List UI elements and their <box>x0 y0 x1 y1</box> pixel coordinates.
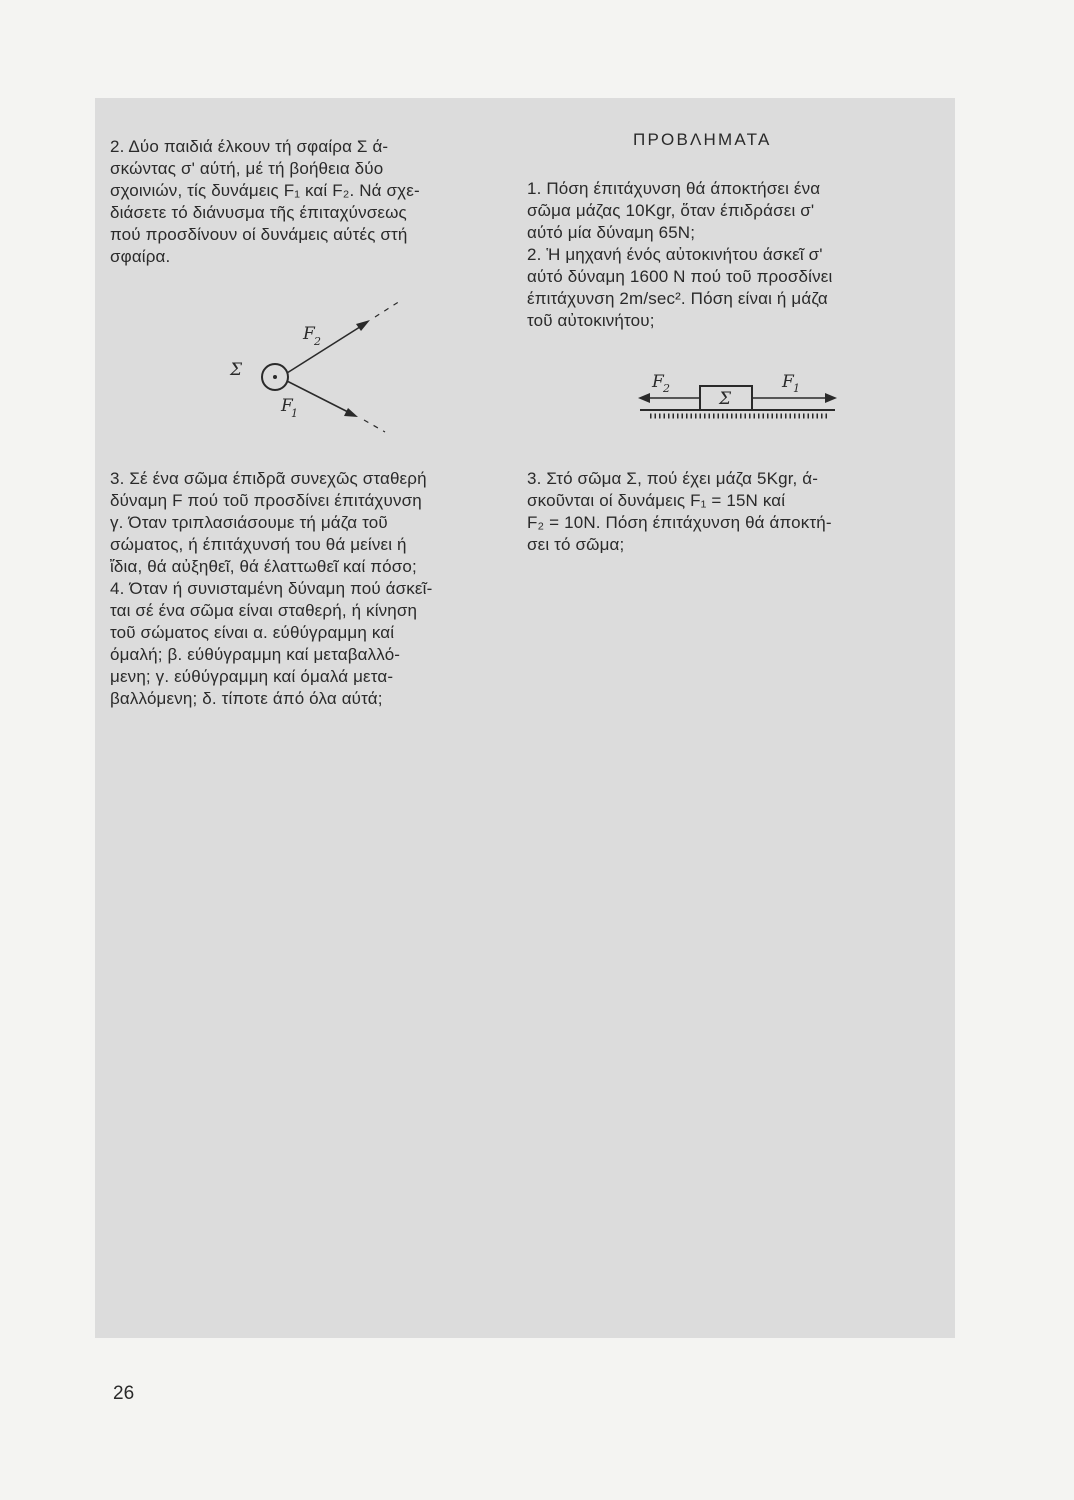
question-3 <box>110 468 496 578</box>
question-3-text: Σέ ένα σῶμα έπιδρᾶ συνεχῶς σταθερή δύναμη F πού τοῦ προσδίνει έπιτάχυνση γ. Όταν τριπλασιάσουμε τή μάζα τοῦ σώματος, ή έπιτάχυνσή του θά μείνει ή ἴδια, θά αὐξηθεῖ, θά έλαττωθεῖ καί πόσο; <box>110 469 427 576</box>
problem-1-text: Πόση έπιτάχυνση θά άποκτήσει ένα σῶμα μάζας 10Kgr, ὅταν έπιδράσει σ' αύτό μία δύναμη 65N; <box>527 179 821 242</box>
block-label: Σ <box>719 389 732 409</box>
figure-block-forces <box>630 365 850 425</box>
question-2 <box>110 136 496 268</box>
force-f1-arrowhead <box>825 393 837 403</box>
force-f1-subscript: 1 <box>793 382 800 395</box>
question-4 <box>110 578 496 710</box>
force-f1-subscript: 1 <box>291 407 298 420</box>
force-f1-label: F <box>782 372 794 392</box>
problem-1-number: 1. <box>527 179 542 198</box>
force-f2-arrowhead <box>356 320 370 331</box>
question-3-number: 3. <box>110 469 125 488</box>
force-f2-vector <box>287 325 363 373</box>
force-f2-label: F <box>652 372 664 392</box>
problem-1 <box>527 178 917 244</box>
question-4-number: 4. <box>110 579 125 598</box>
problem-2-text: Ἡ μηχανή ένός αὐτοκινήτου άσκεῖ σ' αύτό δύναμη 1600 Ν πού τοῦ προσδίνει έπιτάχυνση 2m/sec². Πόση είναι ή μάζα τοῦ αὐτοκινήτου; <box>527 245 833 330</box>
page-number: 26 <box>113 1383 135 1404</box>
problem-2 <box>527 244 917 332</box>
force-f1-extension <box>364 420 385 432</box>
force-f1-label: F <box>281 396 293 416</box>
problem-3-number: 3. <box>527 469 542 488</box>
force-f2-extension <box>375 301 400 317</box>
sphere-center <box>273 375 277 379</box>
force-f2-subscript: 2 <box>314 335 321 348</box>
force-f1-arrowhead <box>344 408 358 417</box>
question-2-text: Δύο παιδιά έλκουν τή σφαίρα Σ ά- σκώντας σ' αύτή, μέ τή βοήθεια δύο σχοινιών, τίς δυνάμεις F₁ καί F₂. Νά σχε- διάσετε τό διάνυσμα τῆς έπιταχύνσεως πού προσδίνουν οί δυνάμεις αύτές στή σφαίρα. <box>110 137 420 266</box>
force-f2-label: F <box>303 324 315 344</box>
problem-2-number: 2. <box>527 245 542 264</box>
problem-3-text: Στό σῶμα Σ, πού έχει μάζα 5Kgr, ά- σκοῦνται οί δυνάμεις F₁ = 15N καί F₂ = 10N. Πόση έπιτάχυνση θά άποκτή- σει τό σῶμα; <box>527 469 832 554</box>
sphere-label: Σ <box>230 360 243 380</box>
force-f2-subscript: 2 <box>663 382 670 395</box>
question-4-text: Όταν ή συνισταμένη δύναμη πού άσκεῖ- ται σέ ένα σῶμα είναι σταθερή, ή κίνηση τοῦ σώματος είναι α. εύθύγραμμη καί όμαλή; β. εύθύγραμμη καί μεταβαλλό- μενη; γ. εύθύγραμμη καί όμαλά μετα- βαλλόμενη; δ. τίποτε άπό όλα αύτά; <box>110 579 433 708</box>
problems-heading: ΠΡΟΒΛΗΜΑΤΑ <box>633 130 772 149</box>
problem-3 <box>527 468 917 556</box>
force-f2-arrowhead <box>638 393 650 403</box>
question-2-number: 2. <box>110 137 125 156</box>
figure-sphere-forces <box>225 295 405 445</box>
